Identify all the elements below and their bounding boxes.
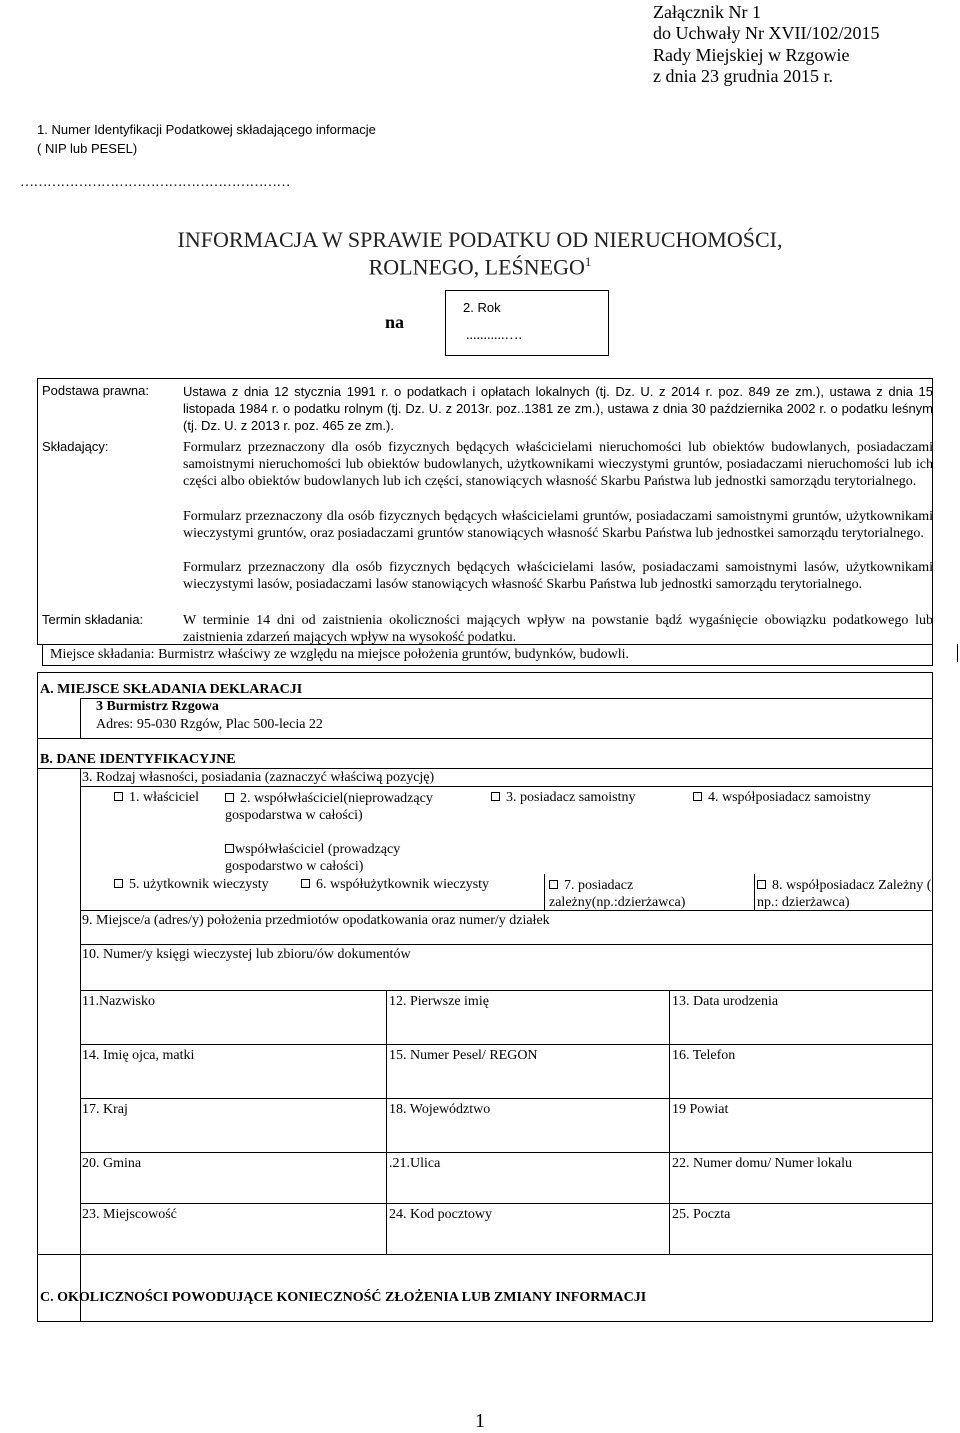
place-text: Miejsce składania: Burmistrz właściwy ze względu na miejsce położenia gruntów, budynków, budowli. [50,647,630,662]
checkbox-icon[interactable] [491,792,500,801]
basis-text: Ustawa z dnia 12 stycznia 1991 r. o podatkach i opłatach lokalnych (tj. Dz. U. z 2014 r. poz. 849 ze zm.), ustawa z dnia 15 listopada 1984 r. o podatku rolnym (tj. Dz. U. z 2013r. poz..1381 ze zm.), ustawa z dnia 30 października 2002 r. o podatku leśnym (tj. Dz. U. z 2013 r. poz. 465 ze zm.). [183,384,933,433]
field-12-first-name-label: 12. Pierwsze imię [389,994,489,1009]
ownership-label: 3. Rodzaj własności, posiadania (zaznaczyć właściwą pozycję) [82,770,435,785]
field-11-surname-label: 11.Nazwisko [82,994,155,1009]
submitter-label: Składający: [42,439,109,454]
ownership-option-perpetual-user[interactable]: 5. użytkownik wieczysty [114,877,269,893]
section-c-title: C. OKOLICZNOŚCI POWODUJĄCE KONIECZNOŚĆ ZŁOŻENIA LUB ZMIANY INFORMACJI [40,1290,647,1305]
checkbox-icon[interactable] [757,880,766,889]
title-na: na [385,312,405,332]
ownership-option-co-perpetual-user[interactable]: 6. współużytkownik wieczysty [301,877,489,893]
checkbox-icon[interactable] [114,879,123,888]
checkbox-icon[interactable] [114,792,123,801]
checkbox-icon[interactable] [225,844,234,853]
field-14-parents-label: 14. Imię ojca, matki [82,1048,195,1063]
ownership-option-dependent-possessor[interactable]: 7. posiadacz zależny(np.:dzierżawca) [549,878,686,910]
field-10-land-register-label: 10. Numer/y księgi wieczystej lub zbioru/ów dokumentów [82,947,411,962]
submitter-text-2: Formularz przeznaczony dla osób fizycznych będących właścicielami gruntów, posiadaczami samoistnymi gruntów, użytkownikami wieczystymi gruntów, oraz posiadaczami gruntów stanowiących własność Skarbu Państwa lub jednostkei samorządu terytorialnego. [183,509,933,541]
attachment-line-2: do Uchwały Nr XVII/102/2015 [653,23,880,43]
checkbox-icon[interactable] [693,792,702,801]
page-number: 1 [475,1410,485,1432]
field-13-birth-date-label: 13. Data urodzenia [672,994,779,1009]
tax-office-address: Adres: 95-030 Rzgów, Plac 500-lecia 22 [96,717,323,732]
field-15-pesel-label: 15. Numer Pesel/ REGON [389,1048,538,1063]
deadline-label: Termin składania: [42,612,144,627]
ownership-option-possessor[interactable]: 3. posiadacz samoistny [491,790,635,806]
basis-label: Podstawa prawna: [42,383,149,398]
field-25-post-office-label: 25. Poczta [672,1207,731,1222]
nip-input-dots[interactable]: …………………………………………………… [20,175,290,190]
form-title-line-2: ROLNEGO, LEŚNEGO$^1$ [368,254,592,280]
footnote-mark: 1 [584,254,592,269]
attachment-line-4: z dnia 23 grudnia 2015 r. [653,66,833,86]
checkbox-icon[interactable] [301,879,310,888]
checkbox-icon[interactable] [225,793,234,802]
deadline-text: W terminie 14 dni od zaistnienia okoliczności mających wpływ na powstanie bądź wygaśnięcie obowiązku podatkowego lub zaistnienia zdarzeń mających wpływ na wysokość podatku. [183,613,933,645]
field-21-street-label: .21.Ulica [389,1156,441,1171]
field-17-country-label: 17. Kraj [82,1102,128,1117]
ownership-option-dependent-co-possessor[interactable]: 8. współposiadacz Zależny ( np.: dzierżawca) [757,878,932,910]
field-18-voivodeship-label: 18. Województwo [389,1102,491,1117]
field-22-house-number-label: 22. Numer domu/ Numer lokalu [672,1156,853,1171]
ownership-option-co-possessor[interactable]: 4. współposiadacz samoistny [693,790,871,806]
field-20-commune-label: 20. Gmina [82,1156,142,1171]
nip-label: 1. Numer Identyfikacji Podatkowej składającego informacje [37,122,376,137]
ownership-option-co-owner-farming[interactable]: współwłaściciel (prowadzący gospodarstwo w całości) [225,842,401,874]
ownership-option-co-owner[interactable]: 2. współwłaściciel(nieprowadzący gospodarstwa w całości) [225,791,433,823]
year-box[interactable] [445,290,609,356]
field-23-town-label: 23. Miejscowość [82,1207,177,1222]
field-19-county-label: 19 Powiat [672,1102,729,1117]
submitter-text-1: Formularz przeznaczony dla osób fizycznych będących właścicielami nieruchomości lub obiektów budowlanych, posiadaczami samoistnymi nieruchomości lub obiektów budowlanych, użytkownikami wieczystymi gruntów, posiadaczami nieruchomości lub ich części albo obiektów budowlanych lub ich części, stanowiących własność Skarbu Państwa lub jednostki samorządu terytorialnego. [183,440,933,489]
section-a-title: A. MIEJSCE SKŁADANIA DEKLARACJI [40,682,303,697]
form-title-line-1: INFORMACJA W SPRAWIE PODATKU OD NIERUCHOMOŚCI, [177,227,783,252]
submitter-text-3: Formularz przeznaczony dla osób fizycznych będących właścicielami lasów, posiadaczami samoistnymi lasów, użytkownikami wieczystymi lasów, posiadaczami lasów stanowiących własność Skarbu Państwa lub jednostki samorządu terytorialnego. [183,560,933,592]
section-b-title: B. DANE IDENTYFIKACYJNE [40,752,236,767]
year-label: 2. Rok [463,300,501,315]
nip-label-2: ( NIP lub PESEL) [37,141,138,156]
year-input-dots[interactable]: ...........…. [466,328,522,343]
field-9-location-label: 9. Miejsce/a (adres/y) położenia przedmiotów opodatkowania oraz numer/y działek [82,913,550,928]
field-24-postal-code-label: 24. Kod pocztowy [389,1207,493,1222]
checkbox-icon[interactable] [549,880,558,889]
attachment-line-1: Załącznik Nr 1 [653,2,761,22]
attachment-line-3: Rady Miejskiej w Rzgowie [653,45,850,65]
tax-office: 3 Burmistrz Rzgowa [96,699,219,714]
field-16-phone-label: 16. Telefon [672,1048,736,1063]
ownership-option-owner[interactable]: 1. właściciel [114,790,199,806]
